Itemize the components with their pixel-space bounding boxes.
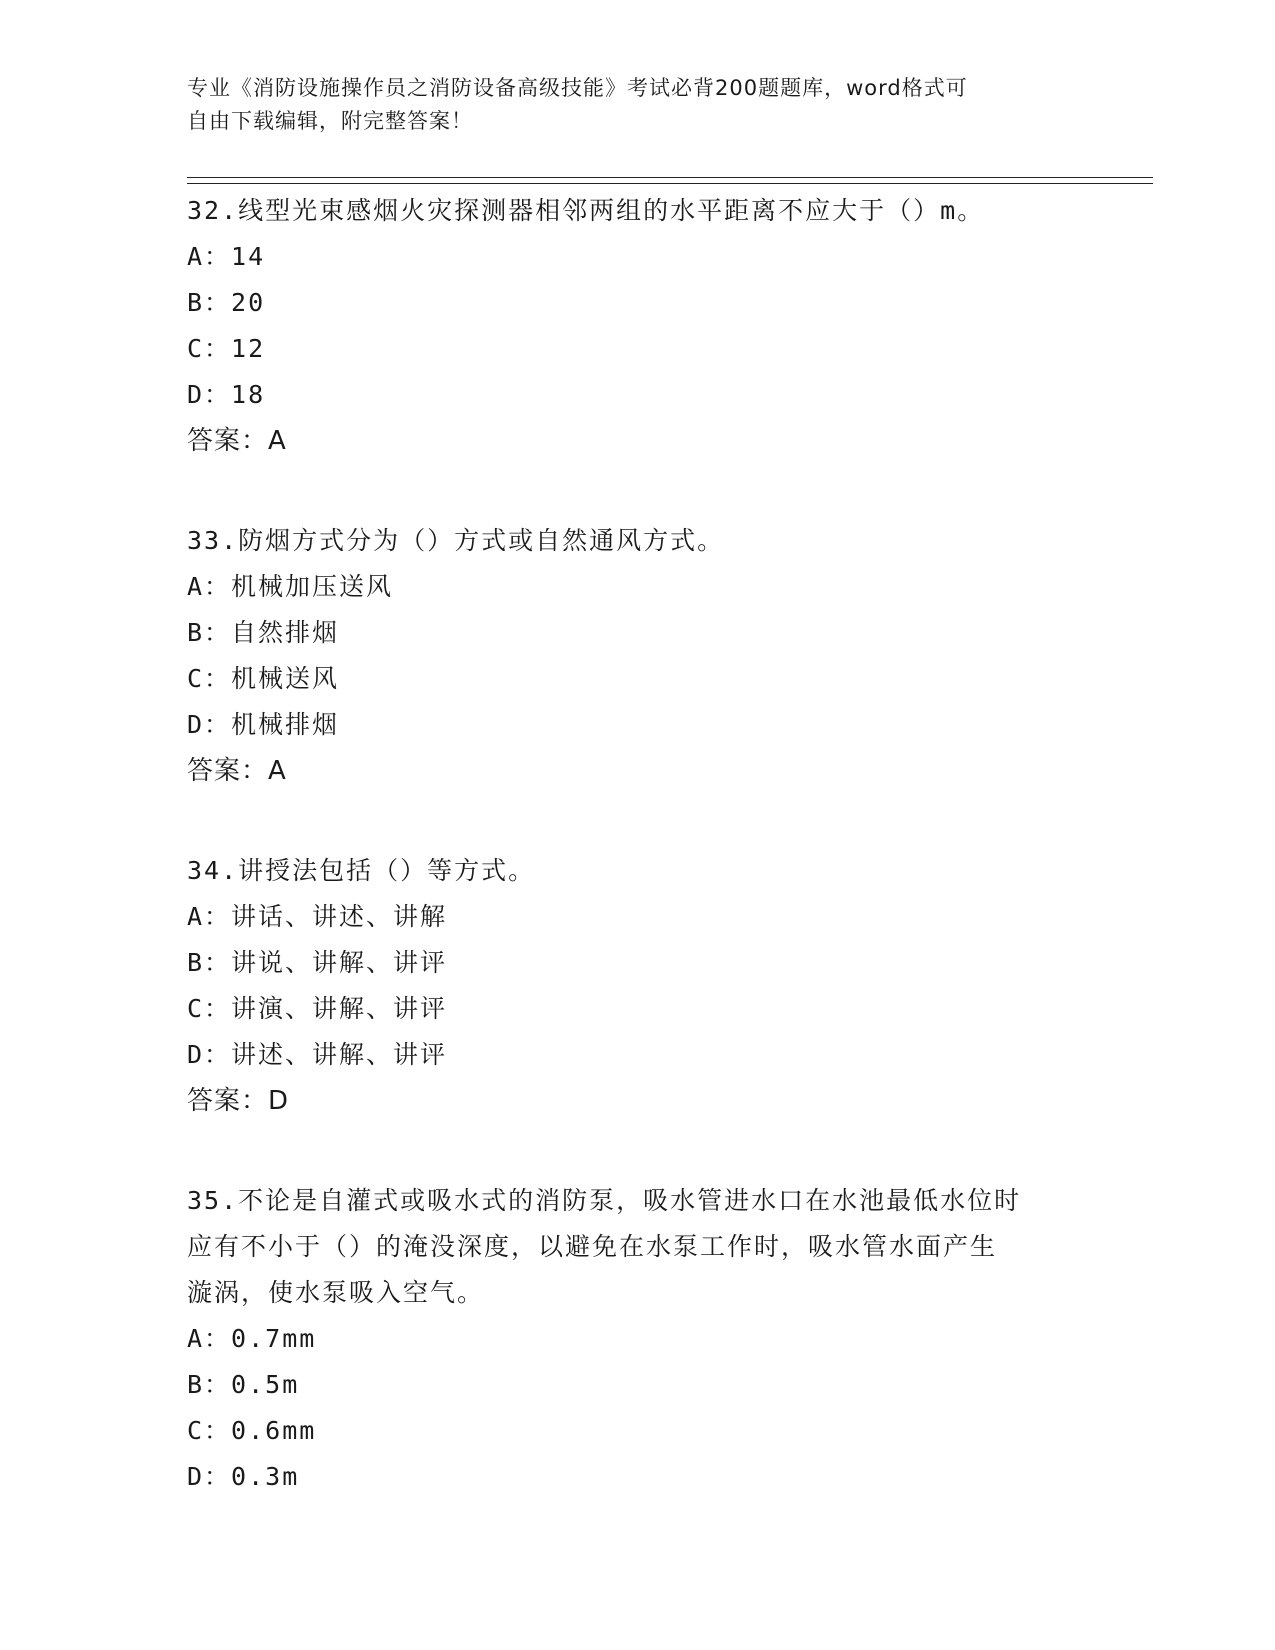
option-c: C：机械送风 — [187, 664, 340, 693]
question-34 — [187, 848, 1087, 1124]
question-stem: 33.防烟方式分为（）方式或自然通风方式。 — [187, 526, 725, 555]
option-b: B：自然排烟 — [187, 618, 340, 647]
option-c: C：0.6mm — [187, 1416, 317, 1445]
document-header — [187, 72, 1077, 138]
question-stem-line-3: 漩涡，使水泵吸入空气。 — [187, 1278, 485, 1307]
question-33 — [187, 518, 1087, 794]
option-c: C：讲演、讲解、讲评 — [187, 994, 448, 1023]
option-a: A：讲话、讲述、讲解 — [187, 902, 448, 931]
question-stem: 34.讲授法包括（）等方式。 — [187, 856, 536, 885]
option-a: A：0.7mm — [187, 1324, 317, 1353]
option-c: C：12 — [187, 334, 266, 363]
answer-line: 答案：A — [187, 756, 287, 786]
option-d: D：机械排烟 — [187, 710, 340, 739]
question-stem-line-2: 应有不小于（）的淹没深度，以避免在水泵工作时，吸水管水面产生 — [187, 1232, 998, 1261]
answer-line: 答案：A — [187, 426, 287, 456]
option-b: B：0.5m — [187, 1370, 300, 1399]
option-b: B：20 — [187, 288, 266, 317]
question-list — [187, 188, 1087, 1554]
option-d: D：18 — [187, 380, 266, 409]
option-b: B：讲说、讲解、讲评 — [187, 948, 448, 977]
answer-line: 答案：D — [187, 1086, 290, 1116]
option-a: A：机械加压送风 — [187, 572, 394, 601]
question-stem: 32.线型光束感烟火灾探测器相邻两组的水平距离不应大于（）m。 — [187, 196, 985, 225]
question-35 — [187, 1178, 1087, 1500]
question-stem-line-1: 35.不论是自灌式或吸水式的消防泵，吸水管进水口在水池最低水位时 — [187, 1186, 1022, 1215]
header-divider-bottom — [187, 183, 1153, 184]
question-32 — [187, 188, 1087, 464]
header-divider-top — [187, 177, 1153, 178]
header-line-1: 专业《消防设施操作员之消防设备高级技能》考试必背200题题库，word格式可 — [187, 76, 968, 100]
option-d: D：0.3m — [187, 1462, 300, 1491]
header-line-2: 自由下载编辑，附完整答案！ — [187, 109, 473, 133]
option-a: A：14 — [187, 242, 266, 271]
option-d: D：讲述、讲解、讲评 — [187, 1040, 448, 1069]
